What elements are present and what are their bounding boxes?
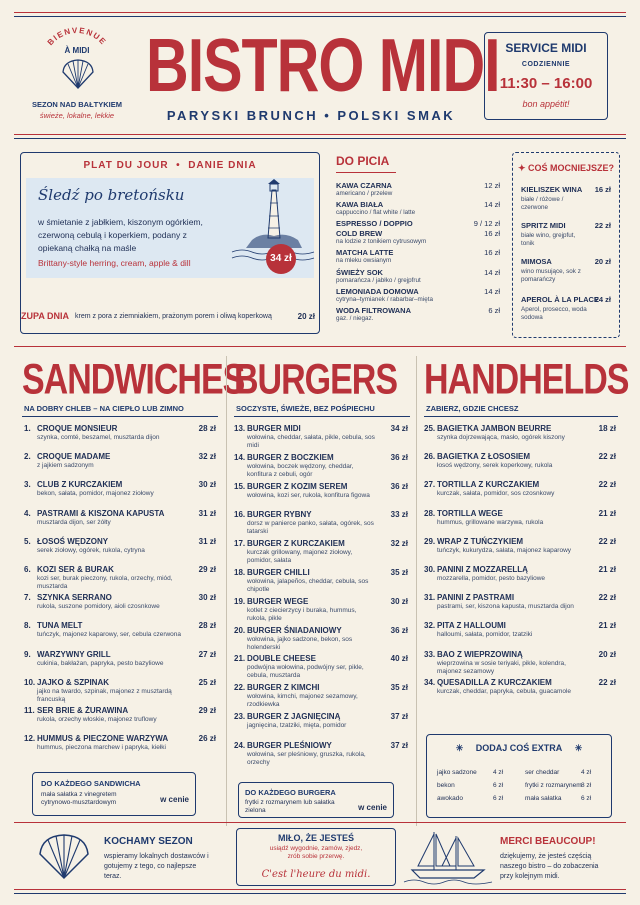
stronger-price: 24 zł xyxy=(594,295,611,304)
column-divider xyxy=(226,356,227,826)
drink-name: KAWA BIAŁA xyxy=(336,200,384,209)
item-name: BURGER Z KURCZAKIEM xyxy=(247,539,345,549)
stronger-name: MIMOSA xyxy=(521,257,552,266)
item-number: 26. xyxy=(424,452,436,462)
handhelds-title-wrap xyxy=(424,356,629,404)
item-desc: podwójna wołowina, podwójny ser, pikle, cebula, musztarda xyxy=(247,664,364,680)
plat-heading: PLAT DU JOUR • DANIE DNIA xyxy=(83,160,257,171)
item-price: 30 zł xyxy=(198,480,216,490)
burgers-title-wrap xyxy=(234,356,404,402)
footer-right-text: dziękujemy, że jesteś częścią naszego bistro – do zobaczenia przy kolejnym midi. xyxy=(500,853,599,880)
item-price: 29 zł xyxy=(198,706,216,715)
item-number: 4. xyxy=(24,508,31,518)
shell-icon xyxy=(36,832,92,882)
item-name: BURGER RYBNY xyxy=(247,510,312,520)
burger-extra-price: w cenie xyxy=(358,803,387,812)
extra-price: 6 zł xyxy=(581,795,592,802)
item-number: 1. xyxy=(24,424,31,433)
page-title: BISTRO MIDI xyxy=(146,23,500,108)
drink-name: LEMONIADA DOMOWA xyxy=(336,287,419,296)
stronger-price: 20 zł xyxy=(594,257,611,266)
item-price: 35 zł xyxy=(390,683,408,693)
item-number: 16. xyxy=(234,510,246,520)
item-price: 31 zł xyxy=(198,508,216,518)
plat-dish: Śledź po bretońsku xyxy=(38,186,185,204)
item-price: 37 zł xyxy=(390,712,408,721)
drink-price: 12 zł xyxy=(484,181,500,190)
handhelds-subtitle: ZABIERZ, GDZIE CHCESZ xyxy=(426,404,519,413)
item-number: 17. xyxy=(234,539,246,549)
stronger-box xyxy=(512,152,620,338)
item-desc: kurczak, cheddar, papryka, cebula, guacamole xyxy=(437,687,572,695)
drink-name: ESPRESSO / DOPPIO xyxy=(336,219,413,228)
drink-desc: pomarańcza / jabłko / grejpfrut xyxy=(336,277,421,284)
item-number: 33. xyxy=(424,649,436,659)
bottom-rule-thin xyxy=(14,893,626,894)
item-desc: jagnięcina, tzatziki, mięta, pomidor xyxy=(247,722,347,729)
item-name: SER BRIE & ŻURAWINA xyxy=(37,706,129,715)
item-price: 20 zł xyxy=(598,649,616,659)
item-price: 22 zł xyxy=(598,677,616,687)
item-name: CLUB Z KURCZAKIEM xyxy=(37,480,123,490)
plat-desc-line: czerwoną cebulą i koperkiem, podany z xyxy=(38,230,187,240)
item-number: 18. xyxy=(234,568,246,577)
item-desc: wołowina, cheddar, sałata, pikle, cebula, sos midi xyxy=(247,434,375,449)
section-rule xyxy=(14,346,626,347)
item-number: 25. xyxy=(424,424,436,433)
drink-name: WODA FILTROWANA xyxy=(336,306,411,315)
sailboat-icon xyxy=(404,826,492,886)
item-desc: cukinia, bakłażan, papryka, pesto bazyliowe xyxy=(37,659,164,667)
extra-name: awokado xyxy=(437,795,464,802)
plat-price-badge: 34 zł xyxy=(266,244,296,274)
sandwich-extra-desc: mała sałatka z vinegretem cytrynowo-musztardowym xyxy=(41,791,117,806)
item-price: 35 zł xyxy=(390,568,408,577)
soup-desc: krem z pora z ziemniakiem, prażonym porem i oliwą koperkową xyxy=(75,313,272,320)
item-price: 36 zł xyxy=(390,625,408,635)
item-desc: jajko na twardo, szpinak, majonez z musztardą francuską xyxy=(37,687,172,703)
item-price: 18 zł xyxy=(598,424,616,433)
item-price: 22 zł xyxy=(598,593,616,603)
item-name: WARZYWNY GRILL xyxy=(37,649,111,659)
item-desc: kozi ser, burak pieczony, rukola, orzechy, miód, musztarda xyxy=(37,575,173,590)
footer-rule xyxy=(14,822,626,823)
item-name: ŁOSOŚ WĘDZONY xyxy=(37,536,109,546)
item-number: 22. xyxy=(234,683,246,693)
service-subtitle: CODZIENNIE xyxy=(521,61,571,68)
item-name: HUMMUS & PIECZONE WARZYWA xyxy=(37,734,169,744)
drink-price: 16 zł xyxy=(484,248,500,257)
item-number: 15. xyxy=(234,481,246,491)
item-price: 29 zł xyxy=(198,565,216,574)
item-number: 12. xyxy=(24,734,36,744)
item-name: CROQUE MONSIEUR xyxy=(37,424,118,433)
item-name: JAJKO & SZPINAK xyxy=(37,677,110,687)
drinks-heading: DO PICIA xyxy=(336,154,390,168)
drink-price: 6 zł xyxy=(488,306,500,315)
drink-price: 14 zł xyxy=(484,287,500,296)
drink-price: 16 zł xyxy=(484,229,500,238)
sandwich-extra-box xyxy=(32,772,196,816)
item-name: BAGIETKA JAMBON BEURRE xyxy=(437,424,552,433)
drink-name: COLD BREW xyxy=(336,229,383,238)
stronger-name: APEROL À LA PLACE xyxy=(521,295,599,304)
extra-name: ser cheddar xyxy=(525,769,560,776)
stronger-desc: Aperol, prosecco, woda sodowa xyxy=(521,306,587,321)
item-desc: serek ziołowy, ogórek, rukola, cytryna xyxy=(37,546,145,554)
item-price: 34 zł xyxy=(390,424,408,433)
extra-name: bekon xyxy=(437,782,455,789)
drink-price: 14 zł xyxy=(484,268,500,277)
item-name: SZYNKA SERRANO xyxy=(37,593,112,603)
service-hours: 11:30 – 16:00 xyxy=(499,75,593,92)
item-desc: wołowina, jalapeños, cheddar, cebula, sos chipotle xyxy=(247,578,369,593)
drink-name: MATCHA LATTE xyxy=(336,248,394,257)
item-desc: rukola, suszone pomidory, aioli czosnkowe xyxy=(37,603,160,611)
drinks-rule xyxy=(336,172,396,173)
burgers-title: BURGERS xyxy=(234,356,398,404)
item-desc: pastrami, ser, kiszona kapusta, musztarda dijon xyxy=(437,603,574,611)
top-rule xyxy=(14,12,626,13)
item-desc: łosoś wędzony, serek koperkowy, rukola xyxy=(437,462,553,470)
sandwich-extra-title: DO KAŻDEGO SANDWICHA xyxy=(41,779,141,788)
sandwiches-list xyxy=(24,424,216,764)
plat-desc-line: w śmietanie z jabłkiem, kiszonym ogórkiem, xyxy=(38,217,203,227)
item-number: 27. xyxy=(424,480,436,490)
drink-name: KAWA CZARNA xyxy=(336,181,392,190)
item-number: 6. xyxy=(24,565,31,574)
item-desc: dorsz w panierce panko, sałata, ogórek, sos tatarski xyxy=(247,520,374,536)
soup-label: ZUPA DNIA xyxy=(21,311,69,321)
item-desc: mozzarella, pomidor, pesto bazyliowe xyxy=(437,575,546,582)
item-desc: wieprzowina w sosie teriyaki, pikle, kolendra, majonez sezamowy xyxy=(437,659,566,675)
item-name: BURGER Z KIMCHI xyxy=(247,683,320,693)
item-price: 28 zł xyxy=(198,621,216,631)
badge-sub: À MIDI xyxy=(64,46,90,55)
item-desc: hummus, grillowane warzywa, rukola xyxy=(437,518,544,526)
item-number: 7. xyxy=(24,593,31,603)
burger-extra-desc: frytki z rozmarynem lub sałatka zielona xyxy=(245,799,335,814)
sparkle-icon: ✦ xyxy=(517,163,529,173)
extras-grid xyxy=(437,769,601,815)
item-price: 30 zł xyxy=(198,593,216,603)
tagline: PARYSKI BRUNCH • POLSKI SMAK xyxy=(166,108,456,123)
sparkle-icon: ✳ xyxy=(455,743,476,753)
item-price: 30 zł xyxy=(390,596,408,606)
extra-price: 4 zł xyxy=(581,769,592,776)
rule xyxy=(234,416,410,417)
item-desc: halloumi, sałata, pomidor, tzatziki xyxy=(437,631,533,639)
item-desc: tuńczyk, kukurydza, sałata, majonez kaparowy xyxy=(437,546,572,554)
item-name: BURGER ŚNIADANIOWY xyxy=(247,625,342,635)
item-number: 8. xyxy=(24,621,31,631)
item-name: DOUBLE CHEESE xyxy=(247,654,316,664)
item-price: 33 zł xyxy=(390,510,408,520)
item-name: PITA Z HALLOUMI xyxy=(437,621,506,631)
svg-text:BIENVENUE: BIENVENUE xyxy=(45,25,109,48)
item-price: 40 zł xyxy=(390,654,408,664)
shell-icon xyxy=(60,58,96,90)
item-name: PANINI Z PASTRAMI xyxy=(437,593,515,603)
sandwiches-title: SANDWICHES xyxy=(22,356,245,404)
burger-extra-title: DO KAŻDEGO BURGERA xyxy=(245,788,336,797)
stronger-desc: wino musujące, sok z pomarańczy xyxy=(521,268,581,283)
item-desc: kurczak, sałata, pomidor, sos czosnkowy xyxy=(437,490,555,498)
item-name: TORTILLA WEGE xyxy=(437,508,503,518)
stronger-desc: białe wino, grejpfut, tonik xyxy=(521,232,576,247)
burgers-list xyxy=(234,424,408,774)
header-rule xyxy=(14,134,626,135)
drink-desc: cytryna–tymianek / rabarbar–mięta xyxy=(336,296,433,303)
rule xyxy=(22,416,218,417)
item-number: 2. xyxy=(24,452,31,462)
handhelds-title: HANDHELDS xyxy=(424,356,629,404)
welcome-badge xyxy=(22,24,132,134)
rule xyxy=(424,416,618,417)
plat-desc-line: opiekaną chałką na maśle xyxy=(38,243,137,253)
item-price: 32 zł xyxy=(198,452,216,462)
item-desc: kotlet z ciecierzycy i buraka, hummus, rukola, pikle xyxy=(247,606,357,622)
item-desc: hummus, pieczona marchew i papryka, kiełki xyxy=(37,744,166,752)
item-desc: szynka dojrzewająca, masło, ogórek kiszony xyxy=(437,434,565,441)
plat-du-jour-box xyxy=(20,152,320,334)
season-label: SEZON NAD BAŁTYKIEM xyxy=(32,100,122,109)
drinks-list xyxy=(336,181,500,341)
service-note: bon appétit! xyxy=(522,99,570,109)
sandwiches-subtitle: NA DOBRY CHLEB – NA CIEPŁO LUB ZIMNO xyxy=(24,404,184,413)
item-desc: bekon, sałata, pomidor, majonez ziołowy xyxy=(37,490,154,498)
item-desc: musztarda dijon, ser żółty xyxy=(37,518,111,526)
item-name: BURGER MIDI xyxy=(247,424,301,433)
footer-right-title: MERCI BEAUCOUP! xyxy=(500,836,596,847)
extra-heading xyxy=(427,743,611,754)
footer-left-text: wspieramy lokalnych dostawców i gotujemy z tego, co najlepsze teraz. xyxy=(104,853,209,880)
burgers-subtitle: SOCZYSTE, ŚWIEŻE, BEZ POŚPIECHU xyxy=(236,404,375,413)
item-desc: wołowina, kimchi, majonez sezamowy, rzodkiewka xyxy=(247,693,358,709)
stronger-heading-text: COŚ MOCNIEJSZE? xyxy=(528,163,615,173)
footer-mid-box xyxy=(236,828,396,886)
drinks-section xyxy=(336,154,500,338)
item-desc: tuńczyk, majonez kaparowy, ser, cebula czerwona xyxy=(37,631,182,639)
item-desc: wołowina, jajko sadzone, bekon, sos holenderski xyxy=(247,635,353,651)
item-desc: kurczak grillowany, majonez ziołowy, pomidor, sałata xyxy=(247,549,353,565)
item-price: 36 zł xyxy=(390,481,408,491)
item-number: 29. xyxy=(424,536,436,546)
column-divider xyxy=(416,356,417,826)
item-number: 10. xyxy=(24,677,36,687)
item-name: BURGER WEGE xyxy=(247,596,309,606)
item-price: 21 zł xyxy=(598,621,616,631)
item-name: BAO Z WIEPRZOWINĄ xyxy=(437,649,523,659)
item-name: WRAP Z TUŃCZYKIEM xyxy=(437,536,524,546)
item-number: 23. xyxy=(234,712,246,721)
item-number: 24. xyxy=(234,740,246,750)
drink-desc: na mleku owsianym xyxy=(336,257,392,264)
item-price: 26 zł xyxy=(198,734,216,744)
item-number: 13. xyxy=(234,424,246,433)
item-number: 34. xyxy=(424,677,436,687)
header-rule-thin xyxy=(14,138,626,139)
sparkle-icon: ✳ xyxy=(562,743,583,753)
plat-panel xyxy=(26,178,314,278)
item-number: 28. xyxy=(424,508,436,518)
item-price: 25 zł xyxy=(198,677,216,687)
bottom-rule xyxy=(14,889,626,890)
item-price: 37 zł xyxy=(390,740,408,750)
stronger-desc: białe / różowe / czerwone xyxy=(521,196,564,211)
item-price: 36 zł xyxy=(390,452,408,462)
drink-desc: gaz. / niegaz. xyxy=(336,315,374,322)
item-desc: z jajkiem sadzonym xyxy=(37,462,94,470)
item-number: 21. xyxy=(234,654,246,664)
soup-price: 20 zł xyxy=(297,312,315,321)
sandwiches-title-wrap xyxy=(22,356,245,404)
item-desc: wołowina, kozi ser, rukola, konfitura figowa xyxy=(247,491,370,499)
item-name: QUESADILLA Z KURCZAKIEM xyxy=(437,677,552,687)
extra-heading-text: DODAJ COŚ EXTRA xyxy=(475,743,563,753)
item-name: TORTILLA Z KURCZAKIEM xyxy=(437,480,540,490)
item-desc: wołowina, boczek wędzony, cheddar, konfitura z cebuli, ogór xyxy=(247,462,354,478)
stronger-list xyxy=(521,185,611,335)
item-number: 9. xyxy=(24,649,31,659)
item-price: 21 zł xyxy=(598,565,616,574)
season-tagline: świeże, lokalne, lekkie xyxy=(39,111,115,120)
extra-price: 4 zł xyxy=(493,769,504,776)
item-name: BURGER Z KOZIM SEREM xyxy=(247,481,348,491)
item-price: 27 zł xyxy=(198,649,216,659)
stronger-heading xyxy=(513,163,619,174)
item-desc: szynka, comté, beszamel, musztarda dijon xyxy=(37,434,160,441)
item-name: CROQUE MADAME xyxy=(37,452,111,462)
item-name: KOZI SER & BURAK xyxy=(37,565,114,574)
extra-name: jajko sadzone xyxy=(437,769,477,776)
item-desc: rukola, orzechy włoskie, majonez truflowy xyxy=(37,716,157,723)
drink-desc: cappuccino / flat white / latte xyxy=(336,209,416,216)
item-name: PASTRAMI & KISZONA KAPUSTA xyxy=(37,508,165,518)
item-price: 22 zł xyxy=(598,480,616,490)
item-name: BURGER Z JAGNIĘCINĄ xyxy=(247,712,341,721)
handheld-extra-box xyxy=(426,734,612,818)
stronger-name: KIELISZEK WINA xyxy=(521,185,583,194)
stronger-name: SPRITZ MIDI xyxy=(521,221,566,230)
extra-price: 6 zł xyxy=(493,782,504,789)
item-name: BURGER PLEŚNIOWY xyxy=(247,740,332,750)
item-desc: wołowina, ser pleśniowy, gruszka, rukola, orzechy xyxy=(247,750,366,766)
item-price: 31 zł xyxy=(198,536,216,546)
item-number: 31. xyxy=(424,593,436,603)
drink-price: 9 / 12 zł xyxy=(473,219,500,228)
item-name: BURGER Z BOCZKIEM xyxy=(247,452,334,462)
burger-extra-box xyxy=(238,782,394,818)
plat-english: Brittany-style herring, cream, apple & dill xyxy=(38,258,191,268)
item-name: PANINI Z MOZZARELLĄ xyxy=(437,565,528,574)
item-number: 30. xyxy=(424,565,436,574)
item-number: 19. xyxy=(234,596,246,606)
footer-left-title: KOCHAMY SEZON xyxy=(104,836,193,847)
title-wrap xyxy=(146,22,500,108)
service-box xyxy=(484,32,608,120)
handhelds-list xyxy=(424,424,616,724)
extra-price: 8 zł xyxy=(581,782,592,789)
item-name: BURGER CHILLI xyxy=(247,568,310,577)
stronger-price: 16 zł xyxy=(594,185,611,194)
item-number: 32. xyxy=(424,621,436,631)
item-number: 5. xyxy=(24,536,31,546)
footer-mid-script: C'est l'heure du midi. xyxy=(261,869,371,880)
footer-mid-text: usiądź wygodnie, zamów, zjedz, zrób sobie przerwę. xyxy=(269,845,363,860)
stronger-price: 22 zł xyxy=(594,221,611,230)
drink-price: 14 zł xyxy=(484,200,500,209)
service-title: SERVICE MIDI xyxy=(505,41,587,55)
item-number: 14. xyxy=(234,452,246,462)
extra-price: 6 zł xyxy=(493,795,504,802)
item-price: 22 zł xyxy=(598,452,616,462)
item-number: 20. xyxy=(234,625,246,635)
extra-name: frytki z rozmarynem xyxy=(525,782,582,789)
item-price: 21 zł xyxy=(598,508,616,518)
footer-mid-title: MIŁO, ŻE JESTEŚ xyxy=(277,833,354,843)
plat-desc xyxy=(38,216,203,255)
item-price: 28 zł xyxy=(198,424,216,433)
item-number: 3. xyxy=(24,480,31,490)
sandwich-extra-price: w cenie xyxy=(160,795,189,804)
extra-name: mała sałatka xyxy=(525,795,562,802)
item-name: BAGIETKA Z ŁOSOSIEM xyxy=(437,452,531,462)
item-price: 22 zł xyxy=(598,536,616,546)
drink-name: ŚWIEŻY SOK xyxy=(336,268,383,277)
item-number: 11. xyxy=(24,706,35,715)
item-price: 32 zł xyxy=(390,539,408,549)
top-rule-thin xyxy=(14,16,626,17)
item-name: TUNA MELT xyxy=(37,621,83,631)
drink-desc: na lodzie z tonikiem cytrusowym xyxy=(336,238,427,245)
drink-desc: americano / przelew xyxy=(336,190,393,197)
